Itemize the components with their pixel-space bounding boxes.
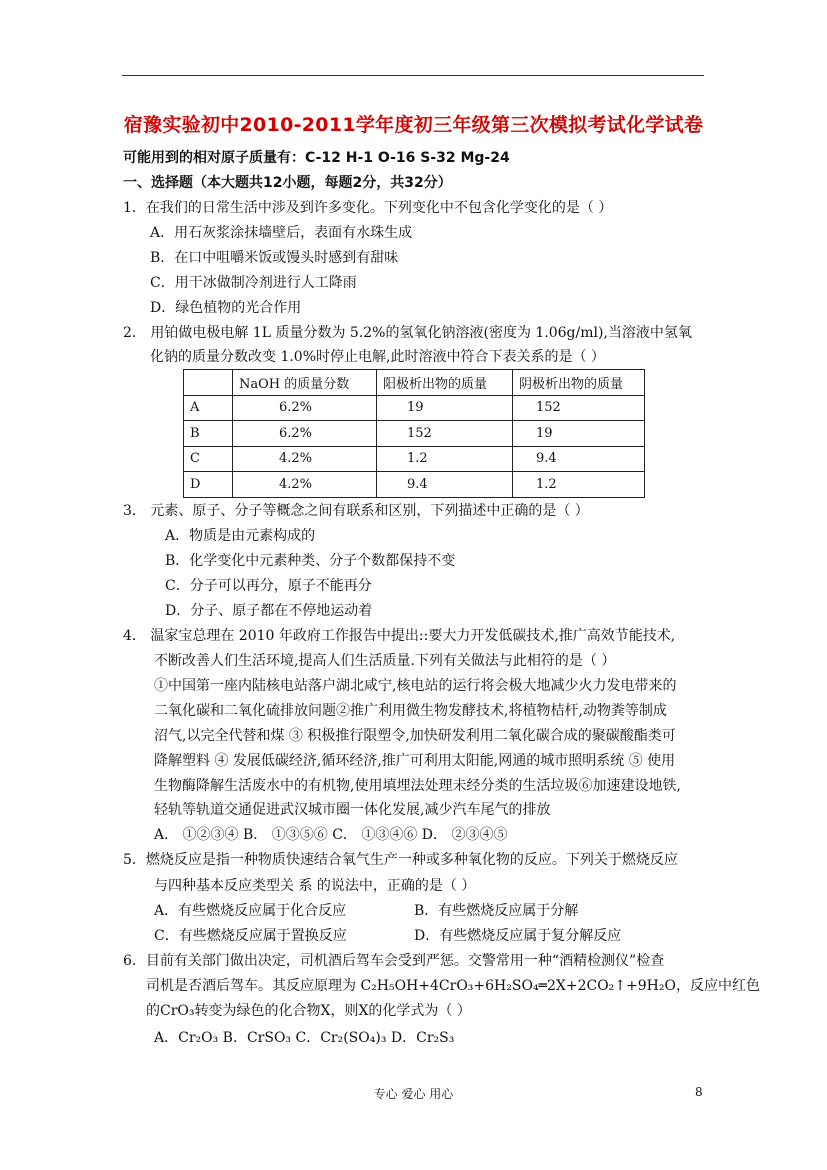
- atomic-masses: 可能用到的相对原子质量有：C-12 H-1 O-16 S-32 Mg-24: [123, 150, 510, 166]
- q1-option-b: B．在口中咀嚼米饭或馒头时感到有甜味: [150, 250, 399, 266]
- q6-line1: 6．目前有关部门做出决定，司机酒后驾车会受到严惩。交警常用一种“酒精检测仪”检查: [123, 953, 665, 969]
- q3-option-b: B．化学变化中元素种类、分子个数都保持不变: [165, 553, 456, 569]
- table-row: [184, 395, 645, 421]
- q6-line3: 的CrO₃转变为绿色的化合物X，则X的化学式为（ ）: [146, 1003, 471, 1019]
- q3-option-d: D．分子、原子都在不停地运动着: [165, 603, 373, 619]
- section-heading: 一、选择题（本大题共12小题，每题2分，共32分）: [123, 175, 452, 191]
- table-cell: 1.2: [513, 472, 645, 498]
- q3-option-c: C．分子可以再分，原子不能再分: [165, 578, 372, 594]
- page-footer: 专心 爱心 用心: [373, 1087, 454, 1101]
- q5-option-a: A．有些燃烧反应属于化合反应: [154, 903, 347, 919]
- header-rule: [122, 75, 704, 76]
- table-cell: 9.4: [377, 472, 513, 498]
- table-header-cell: 阴极析出物的质量: [513, 370, 645, 396]
- table-cell: 4.2%: [233, 472, 377, 498]
- q1-option-c: C．用干冰做制冷剂进行人工降雨: [150, 275, 357, 291]
- table-cell: 6.2%: [233, 395, 377, 421]
- q4-options: A． ①②③④ B． ①③⑤⑥ C． ①③④⑥ D． ②③④⑤: [154, 827, 508, 843]
- q4-line8: 轻轨等轨道交通促进武汉城市圈一体化发展,减少汽车尾气的排放: [154, 802, 551, 818]
- table-cell: 152: [377, 421, 513, 447]
- q4-line3: ①中国第一座内陆核电站落户湖北咸宁,核电站的运行将会极大地减少火力发电带来的: [154, 678, 677, 694]
- q2-table: [183, 369, 645, 498]
- q6-options: A．Cr₂O₃ B．CrSO₃ C．Cr₂(SO₄)₃ D．Cr₂S₃: [154, 1030, 455, 1046]
- table-cell: 6.2%: [233, 421, 377, 447]
- q5-option-b: B．有些燃烧反应属于分解: [414, 903, 579, 919]
- exam-title: 宿豫实验初中2010-2011学年度初三年级第三次模拟考试化学试卷: [123, 114, 704, 136]
- table-row: [184, 472, 645, 498]
- table-cell: 19: [377, 395, 513, 421]
- q5-option-c: C．有些燃烧反应属于置换反应: [154, 928, 347, 944]
- q5-line2: 与四种基本反应类型关 系 的说法中，正确的是（ ）: [154, 878, 476, 894]
- table-row: [184, 421, 645, 447]
- table-header-cell: NaOH 的质量分数: [233, 370, 377, 396]
- q2-line1: 2． 用铂做电极电解 1L 质量分数为 5.2%的氢氧化钠溶液(密度为 1.06g/ml),当溶液中氢氧: [123, 325, 692, 341]
- q4-line4: 二氧化碳和二氧化硫排放问题②推广利用微生物发酵技术,将植物桔杆,动物粪等制成: [154, 703, 667, 719]
- table-cell: 19: [513, 421, 645, 447]
- q1-option-a: A．用石灰浆涂抹墙壁后，表面有水珠生成: [150, 225, 413, 241]
- table-cell: 152: [513, 395, 645, 421]
- table-cell: D: [184, 472, 233, 498]
- q4-line6: 降解塑料 ④ 发展低碳经济,循环经济,推广可利用太阳能,网通的城市照明系统 ⑤ 使用: [154, 753, 676, 769]
- page-number: 8: [695, 1085, 703, 1099]
- table-header-cell: 阳极析出物的质量: [377, 370, 513, 396]
- table-cell: 4.2%: [233, 446, 377, 472]
- q4-line1: 4． 温家宝总理在 2010 年政府工作报告中提出::要大力开发低碳技术,推广高效节能技术,: [123, 628, 676, 644]
- table-row: [184, 446, 645, 472]
- table-cell: B: [184, 421, 233, 447]
- q5-line1: 5．燃烧反应是指一种物质快速结合氧气生产一种或多种氧化物的反应。下列关于燃烧反应: [123, 852, 678, 868]
- q3-stem: 3． 元素、原子、分子等概念之间有联系和区别，下列描述中正确的是（ ）: [123, 503, 589, 519]
- q5-option-d: D．有些燃烧反应属于复分解反应: [414, 928, 622, 944]
- table-cell: 9.4: [513, 446, 645, 472]
- q4-line2: 不断改善人们生活环境,提高人们生活质量.下列有关做法与此相符的是（ ）: [154, 653, 616, 669]
- q1-option-d: D．绿色植物的光合作用: [150, 300, 302, 316]
- table-cell: 1.2: [377, 446, 513, 472]
- q6-line2: 司机是否酒后驾车。其反应原理为 C₂H₅OH+4CrO₃+6H₂SO₄═2X+2CO₂↑+9H₂O，反应中红色: [146, 978, 760, 994]
- q1-stem: 1．在我们的日常生活中涉及到许多变化。下列变化中不包含化学变化的是（ ）: [123, 200, 613, 216]
- q4-line7: 生物酶降解生活废水中的有机物,使用填埋法处理未经分类的生活垃圾⑥加速建设地铁,: [154, 778, 681, 794]
- q2-line2: 化钠的质量分数改变 1.0%时停止电解,此时溶液中符合下表关系的是（ ）: [150, 349, 605, 365]
- table-cell: C: [184, 446, 233, 472]
- table-header-row: [184, 370, 645, 396]
- q3-option-a: A．物质是由元素构成的: [165, 528, 316, 544]
- q4-line5: 沼气,以完全代替和煤 ③ 积极推行限塑令,加快研发利用二氧化碳合成的聚碳酸酯类可: [154, 728, 676, 744]
- table-header-cell: [184, 370, 233, 396]
- table-cell: A: [184, 395, 233, 421]
